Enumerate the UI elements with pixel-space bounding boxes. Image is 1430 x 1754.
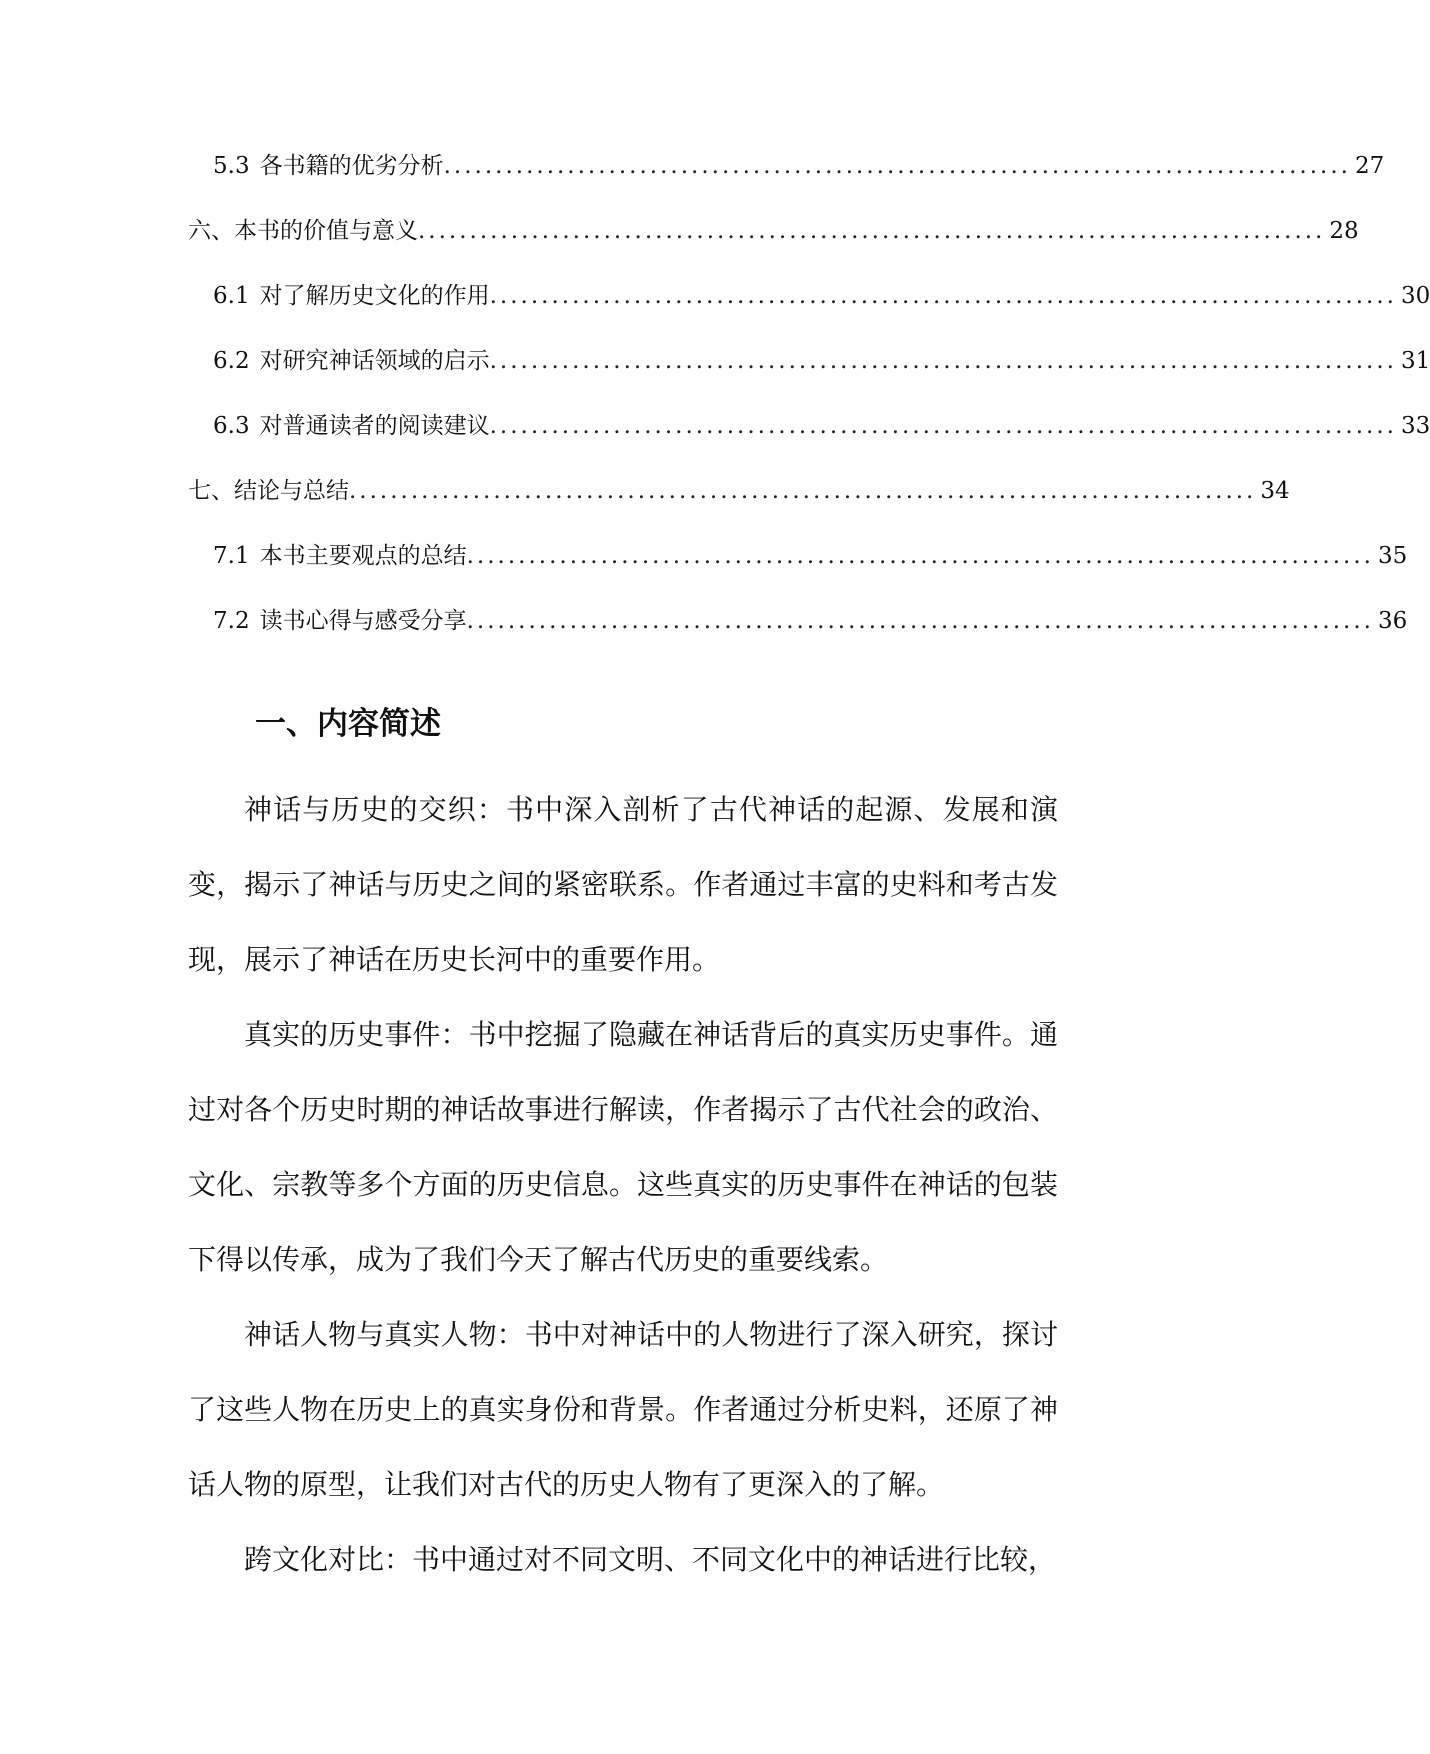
toc-entry-page: 30: [1400, 283, 1430, 309]
toc-entry-page: 31: [1400, 348, 1430, 374]
toc-leader-dots: ........................................................................................: [466, 543, 1374, 569]
toc-entry-title: 六、本书的价值与意义: [188, 218, 418, 244]
toc-entry-page: 33: [1400, 413, 1430, 439]
toc-entry[interactable]: [188, 211, 1359, 251]
toc-entry-number: 6.1: [213, 283, 250, 309]
section-body: [188, 772, 1058, 1597]
toc-leader-dots: ........................................................................................: [466, 608, 1374, 634]
toc-entry[interactable]: [213, 146, 1385, 186]
toc-entry[interactable]: [213, 341, 1430, 381]
body-paragraph: 跨文化对比：书中通过对不同文明、不同文化中的神话进行比较，: [244, 1543, 1057, 1576]
toc-entry[interactable]: [188, 471, 1290, 511]
toc-leader-dots: ........................................................................................: [349, 478, 1257, 504]
section-heading: 一、内容简述: [255, 706, 441, 742]
toc-entry[interactable]: [213, 406, 1430, 446]
toc-entry-title: 对了解历史文化的作用: [259, 283, 490, 309]
toc-entry-number: 7.2: [213, 608, 250, 634]
toc-entry-number: 5.3: [213, 153, 250, 179]
toc-entry-title: 七、结论与总结: [188, 478, 349, 504]
toc-leader-dots: ........................................................................................: [443, 153, 1351, 179]
toc-entry-number: 6.2: [213, 348, 250, 374]
toc-leader-dots: ........................................................................................: [489, 283, 1397, 309]
toc-entry[interactable]: [213, 276, 1430, 316]
toc-entry-title: 本书主要观点的总结: [259, 543, 467, 569]
toc-entry-page: 28: [1329, 218, 1359, 244]
toc-entry-title: 读书心得与感受分享: [259, 608, 467, 634]
toc-entry-title: 对普通读者的阅读建议: [259, 413, 490, 439]
toc-entry-page: 36: [1377, 608, 1408, 634]
toc-entry-page: 34: [1260, 478, 1290, 504]
toc-entry-number: 7.1: [213, 543, 250, 569]
body-paragraph: 神话与历史的交织：书中深入剖析了古代神话的起源、发展和演变，揭示了神话与历史之间的紧密联系。作者通过丰富的史料和考古发现，展示了神话在历史长河中的重要作用。: [188, 793, 1058, 976]
toc-entry-title: 各书籍的优劣分析: [259, 153, 444, 179]
toc-entry-number: 6.3: [213, 413, 250, 439]
toc-entry-page: 27: [1354, 153, 1385, 179]
toc-entry[interactable]: [213, 536, 1408, 576]
body-paragraph: 神话人物与真实人物：书中对神话中的人物进行了深入研究，探讨了这些人物在历史上的真实身份和背景。作者通过分析史料，还原了神话人物的原型，让我们对古代的历史人物有了更深入的了解。: [188, 1318, 1058, 1501]
toc-leader-dots: ........................................................................................: [418, 218, 1326, 244]
body-paragraph: 真实的历史事件：书中挖掘了隐藏在神话背后的真实历史事件。通过对各个历史时期的神话故事进行解读，作者揭示了古代社会的政治、文化、宗教等多个方面的历史信息。这些真实的历史事件在神话的包装下得以传承，成为了我们今天了解古代历史的重要线索。: [188, 1018, 1058, 1276]
toc-entry-page: 35: [1377, 543, 1408, 569]
toc-leader-dots: ........................................................................................: [489, 413, 1397, 439]
toc-leader-dots: ........................................................................................: [489, 348, 1397, 374]
toc-entry-title: 对研究神话领域的启示: [259, 348, 490, 374]
toc-entry[interactable]: [213, 601, 1408, 641]
